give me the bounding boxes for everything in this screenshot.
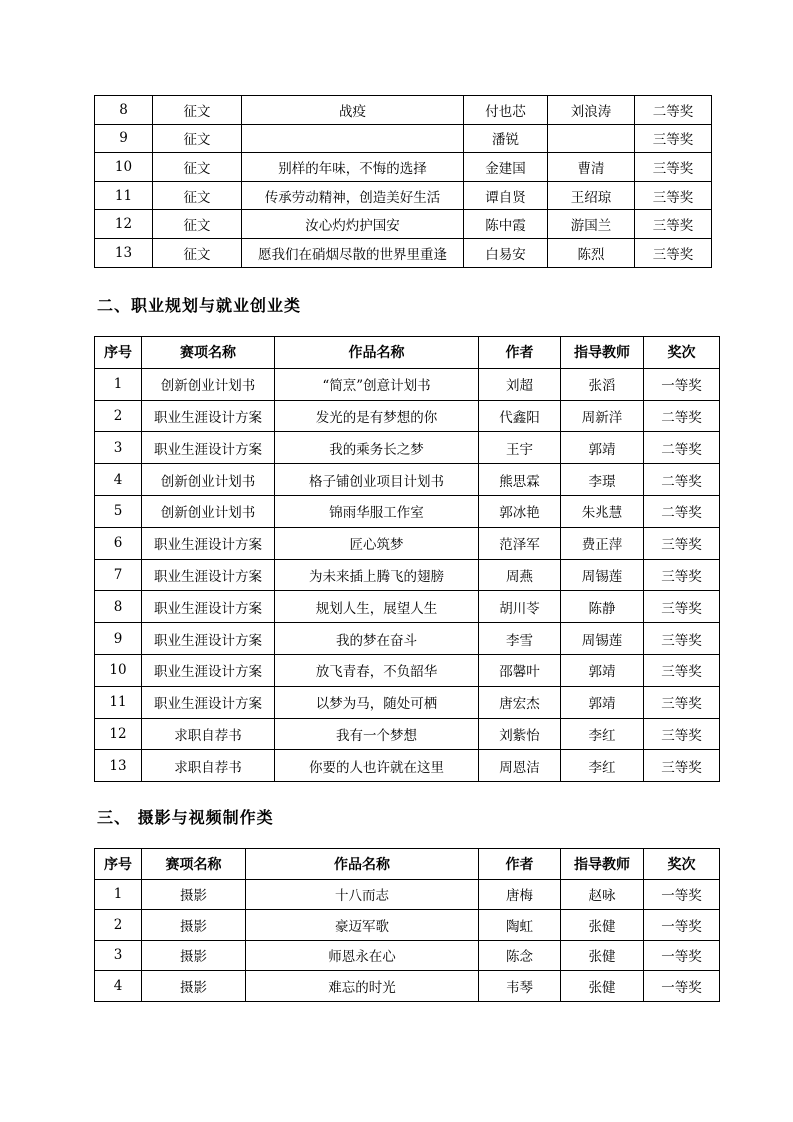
cell-index: 11 [95,686,142,718]
col-header-teacher: 指导教师 [561,337,644,369]
table-row [95,210,712,239]
cell-teacher: 王绍琼 [548,181,635,210]
cell-teacher: 游国兰 [548,210,635,239]
cell-author: 周燕 [479,559,561,591]
table-row [95,96,712,125]
table-row [95,879,720,910]
table-row [95,623,720,655]
cell-event: 征文 [153,153,242,182]
section-heading-photo: 三、 摄影与视频制作类 [97,808,274,827]
cell-index: 3 [95,432,142,464]
cell-author: 唐梅 [479,879,561,910]
cell-author: 谭自贤 [464,181,548,210]
cell-index: 2 [95,910,142,941]
cell-index: 13 [95,750,142,782]
col-header-author: 作者 [479,337,561,369]
cell-event: 摄影 [142,910,246,941]
cell-author: 白易安 [464,238,548,267]
table-row [95,591,720,623]
col-header-award: 奖次 [644,849,720,880]
table-row [95,718,720,750]
photo-awards-table [94,848,720,1002]
cell-work: 我有一个梦想 [275,718,479,750]
cell-event: 职业生涯设计方案 [142,654,275,686]
cell-author: 韦琴 [479,971,561,1002]
cell-author: 陈中霞 [464,210,548,239]
cell-work: 为未来插上腾飞的翅膀 [275,559,479,591]
cell-teacher: 张健 [561,910,644,941]
cell-teacher: 周锡莲 [561,623,644,655]
cell-author: 熊思霖 [479,464,561,496]
table-row [95,124,712,153]
cell-event: 求职自荐书 [142,718,275,750]
cell-award: 一等奖 [644,971,720,1002]
col-header-teacher: 指导教师 [561,849,644,880]
cell-index: 10 [95,153,153,182]
cell-award: 三等奖 [644,527,720,559]
table-row [95,940,720,971]
col-header-work: 作品名称 [275,337,479,369]
cell-award: 三等奖 [644,686,720,718]
cell-award: 三等奖 [635,210,712,239]
cell-teacher [548,124,635,153]
cell-event: 摄影 [142,971,246,1002]
cell-award: 二等奖 [644,432,720,464]
cell-award: 三等奖 [644,718,720,750]
cell-index: 12 [95,718,142,750]
table-row [95,464,720,496]
cell-author: 刘超 [479,368,561,400]
cell-index: 11 [95,181,153,210]
cell-event: 职业生涯设计方案 [142,432,275,464]
cell-award: 三等奖 [635,153,712,182]
cell-work: 发光的是有梦想的你 [275,400,479,432]
cell-index: 9 [95,124,153,153]
cell-index: 5 [95,495,142,527]
cell-teacher: 陈烈 [548,238,635,267]
cell-work: 我的乘务长之梦 [275,432,479,464]
col-header-event: 赛项名称 [142,849,246,880]
cell-teacher: 张滔 [561,368,644,400]
cell-author: 唐宏杰 [479,686,561,718]
cell-award: 二等奖 [644,400,720,432]
table-row [95,181,712,210]
cell-teacher: 曹清 [548,153,635,182]
cell-work: 匠心筑梦 [275,527,479,559]
cell-event: 征文 [153,238,242,267]
cell-index: 9 [95,623,142,655]
cell-work: 师恩永在心 [246,940,479,971]
cell-event: 摄影 [142,879,246,910]
cell-work: 我的梦在奋斗 [275,623,479,655]
table-row [95,238,712,267]
awards-table-continued-body [95,96,712,268]
cell-event: 创新创业计划书 [142,495,275,527]
cell-award: 三等奖 [635,124,712,153]
cell-award: 三等奖 [644,559,720,591]
cell-teacher: 李红 [561,718,644,750]
cell-author: 金建国 [464,153,548,182]
col-header-event: 赛项名称 [142,337,275,369]
cell-author: 王宇 [479,432,561,464]
cell-teacher: 费正萍 [561,527,644,559]
cell-award: 二等奖 [635,96,712,125]
cell-index: 12 [95,210,153,239]
cell-work: 你要的人也许就在这里 [275,750,479,782]
table-row [95,750,720,782]
table-row [95,559,720,591]
cell-award: 三等奖 [644,591,720,623]
cell-teacher: 周锡莲 [561,559,644,591]
cell-event: 职业生涯设计方案 [142,623,275,655]
cell-event: 职业生涯设计方案 [142,400,275,432]
table-row [95,153,712,182]
cell-teacher: 周新洋 [561,400,644,432]
table-row [95,971,720,1002]
cell-award: 一等奖 [644,368,720,400]
cell-event: 征文 [153,210,242,239]
cell-author: 代鑫阳 [479,400,561,432]
table-row [95,686,720,718]
cell-teacher: 郭靖 [561,686,644,718]
cell-work: 愿我们在硝烟尽散的世界里重逢 [242,238,464,267]
cell-author: 陈念 [479,940,561,971]
cell-award: 三等奖 [644,623,720,655]
awards-table-continued [94,95,712,268]
cell-award: 一等奖 [644,940,720,971]
cell-work: 十八而志 [246,879,479,910]
cell-award: 二等奖 [644,495,720,527]
table-row [95,400,720,432]
cell-author: 付也芯 [464,96,548,125]
cell-index: 8 [95,96,153,125]
col-header-award: 奖次 [644,337,720,369]
cell-index: 3 [95,940,142,971]
career-awards-table-body [95,368,720,781]
cell-work: 难忘的时光 [246,971,479,1002]
col-header-index: 序号 [95,849,142,880]
cell-event: 摄影 [142,940,246,971]
career-awards-table [94,336,720,782]
col-header-index: 序号 [95,337,142,369]
cell-award: 三等奖 [644,750,720,782]
cell-event: 征文 [153,181,242,210]
cell-event: 职业生涯设计方案 [142,591,275,623]
cell-author: 范泽军 [479,527,561,559]
cell-work: 以梦为马，随处可栖 [275,686,479,718]
col-header-work: 作品名称 [246,849,479,880]
cell-index: 2 [95,400,142,432]
cell-teacher: 陈静 [561,591,644,623]
cell-event: 创新创业计划书 [142,464,275,496]
cell-work [242,124,464,153]
cell-event: 职业生涯设计方案 [142,686,275,718]
cell-work: “简烹”创意计划书 [275,368,479,400]
photo-awards-table-body [95,879,720,1001]
cell-event: 创新创业计划书 [142,368,275,400]
cell-index: 8 [95,591,142,623]
cell-event: 征文 [153,96,242,125]
cell-award: 一等奖 [644,910,720,941]
cell-teacher: 李璟 [561,464,644,496]
cell-award: 三等奖 [635,181,712,210]
cell-index: 4 [95,971,142,1002]
table-row [95,910,720,941]
cell-award: 二等奖 [644,464,720,496]
cell-award: 三等奖 [635,238,712,267]
cell-author: 郭冰艳 [479,495,561,527]
cell-work: 放飞青春，不负韶华 [275,654,479,686]
cell-work: 汝心灼灼护国安 [242,210,464,239]
cell-teacher: 刘浪涛 [548,96,635,125]
cell-author: 邵馨叶 [479,654,561,686]
cell-author: 李雪 [479,623,561,655]
cell-work: 别样的年味，不悔的选择 [242,153,464,182]
cell-index: 4 [95,464,142,496]
col-header-author: 作者 [479,849,561,880]
cell-teacher: 郭靖 [561,432,644,464]
table-row [95,527,720,559]
cell-award: 三等奖 [644,654,720,686]
cell-author: 刘紫怡 [479,718,561,750]
cell-index: 10 [95,654,142,686]
cell-award: 一等奖 [644,879,720,910]
cell-event: 求职自荐书 [142,750,275,782]
cell-work: 豪迈军歌 [246,910,479,941]
cell-work: 传承劳动精神，创造美好生活 [242,181,464,210]
table-header-row [95,849,720,880]
cell-author: 周恩洁 [479,750,561,782]
cell-event: 征文 [153,124,242,153]
table-row [95,368,720,400]
cell-teacher: 赵咏 [561,879,644,910]
cell-event: 职业生涯设计方案 [142,527,275,559]
cell-index: 6 [95,527,142,559]
cell-teacher: 张健 [561,971,644,1002]
table-row [95,654,720,686]
cell-index: 7 [95,559,142,591]
cell-work: 格子铺创业项目计划书 [275,464,479,496]
cell-teacher: 张健 [561,940,644,971]
cell-index: 1 [95,879,142,910]
table-row [95,495,720,527]
cell-author: 陶虹 [479,910,561,941]
cell-author: 潘锐 [464,124,548,153]
cell-work: 规划人生，展望人生 [275,591,479,623]
cell-index: 13 [95,238,153,267]
cell-author: 胡川苓 [479,591,561,623]
table-header-row [95,337,720,369]
cell-work: 锦雨华服工作室 [275,495,479,527]
cell-work: 战疫 [242,96,464,125]
cell-event: 职业生涯设计方案 [142,559,275,591]
section-heading-career: 二、职业规划与就业创业类 [97,296,302,315]
table-row [95,432,720,464]
cell-index: 1 [95,368,142,400]
cell-teacher: 朱兆慧 [561,495,644,527]
cell-teacher: 李红 [561,750,644,782]
cell-teacher: 郭靖 [561,654,644,686]
